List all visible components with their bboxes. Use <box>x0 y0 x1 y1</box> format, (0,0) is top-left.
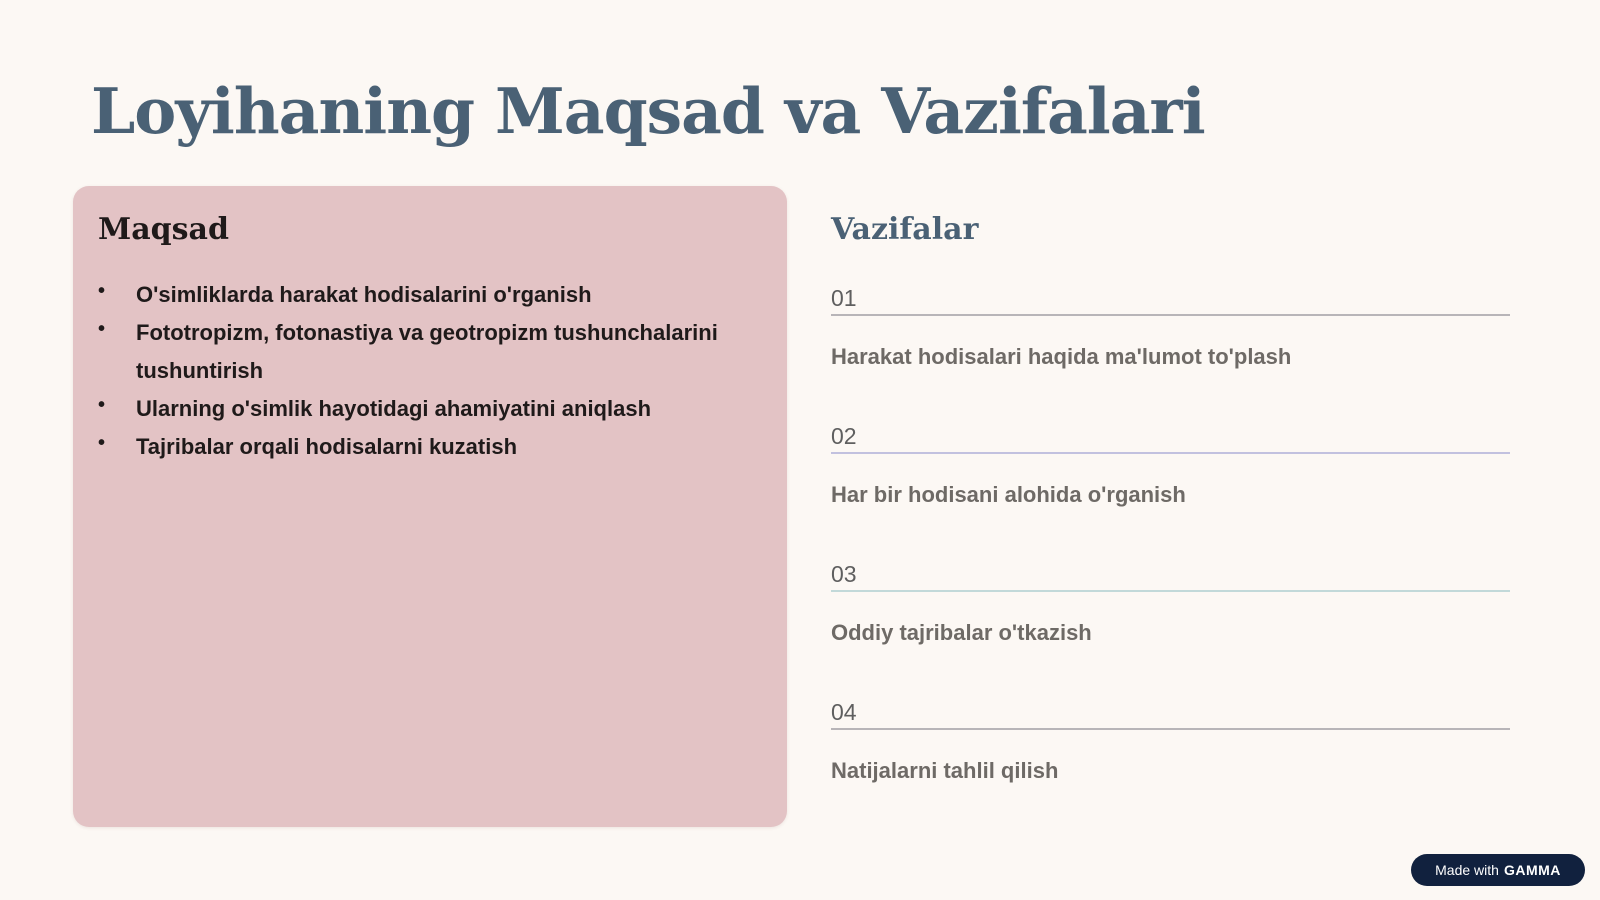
task-number: 03 <box>831 561 857 587</box>
task-divider <box>831 314 1510 316</box>
goal-item-text: Tajribalar orqali hodisalarni kuzatish <box>136 434 518 459</box>
badge-text: Made with <box>1435 862 1499 878</box>
task-divider <box>831 590 1510 592</box>
goal-item-text: Fototropizm, fotonastiya va geotropizm tushunchalarini tushuntirish <box>136 320 718 383</box>
task-number: 01 <box>831 285 857 311</box>
bullet-icon: • <box>98 280 106 302</box>
task-item-2 <box>831 422 1510 508</box>
task-item-4 <box>831 698 1510 784</box>
task-item-3 <box>831 560 1510 646</box>
goal-item <box>98 314 758 390</box>
goal-item <box>98 390 758 428</box>
bullet-icon: • <box>98 394 106 416</box>
goal-list <box>98 276 758 466</box>
goal-item-text: O'simliklarda harakat hodisalarini o'rganish <box>136 282 592 307</box>
task-divider <box>831 728 1510 730</box>
task-number: 04 <box>831 699 857 725</box>
goal-item <box>98 276 758 314</box>
goal-heading: Maqsad <box>98 212 229 247</box>
task-divider <box>831 452 1510 454</box>
task-text: Natijalarni tahlil qilish <box>831 758 1059 783</box>
bullet-icon: • <box>98 432 106 454</box>
goal-item <box>98 428 758 466</box>
goal-card <box>73 186 787 827</box>
tasks-heading: Vazifalar <box>831 212 979 247</box>
task-number: 02 <box>831 423 857 449</box>
task-text: Oddiy tajribalar o'tkazish <box>831 620 1092 645</box>
made-with-gamma-badge[interactable] <box>1411 854 1585 886</box>
task-item-1 <box>831 284 1510 370</box>
bullet-icon: • <box>98 318 106 340</box>
gamma-logo: GAMMA <box>1503 862 1561 878</box>
slide-title: Loyihaning Maqsad va Vazifalari <box>91 74 1205 148</box>
task-text: Harakat hodisalari haqida ma'lumot to'plash <box>831 344 1292 369</box>
task-text: Har bir hodisani alohida o'rganish <box>831 482 1186 507</box>
goal-item-text: Ularning o'simlik hayotidagi ahamiyatini aniqlash <box>136 396 652 421</box>
